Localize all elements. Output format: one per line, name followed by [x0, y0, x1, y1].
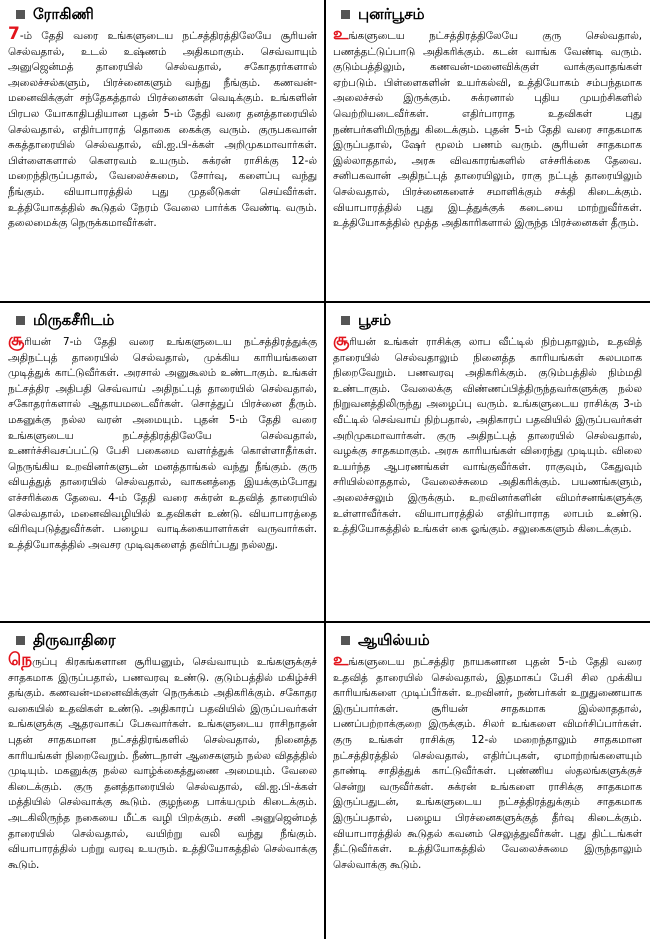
section-ayilyam	[325, 626, 650, 939]
square-bullet-icon	[16, 636, 25, 645]
section-punarpoosam	[325, 0, 650, 298]
section-text: ருப்பு கிரகங்களான சூரியனும், செவ்வாயும் உங்களுக்குச் சாதகமாக இருப்பதால், பணவரவு உண்டு. குடும்பத்தில் மகிழ்ச்சி தங்கும். கணவன்-மனைவிக்குள் நெருக்கம் அதிகரிக்கும். சகோதர வகையில் உதவிகள் உண்டு. அதிகாரப் பதவியில் இருப்பவர்கள் உங்களுக்கு ஆதரவாகப் பேசுவார்கள். உங்களுடைய ராசிநாதன் புதன் சாதகமான நட்சத்திரங்களில் செல்வதால், நினைத்த காரியங்கள் நிறைவேறும். நீண்டநாள் ஆசைகளும் நல்ல விதத்தில் முடியும். மகனுக்கு நல்ல வாழ்க்கைத்துணை அமையும். வேலை கிடைக்கும். குரு தனத்தாரையில் செல்வதால், வி.ஐ.பி-க்கள் மத்தியில் செல்வாக்கு கூடும். குழந்தை பாக்யமும் கிடைக்கும். அடகிலிருந்த நகையை மீட்க வழி பிறக்கும். சனி அனுஜென்மத் தாரையில் செல்வதால், வயிற்று வலி வந்து நீங்கும். வியாபாரத்தில் பற்று வரவு உயரும். உத்தியோகத்தில் செல்வாக்கு கூடும்.	[8, 656, 317, 871]
section-title: பூசம்	[358, 311, 392, 329]
section-body	[8, 650, 317, 873]
section-title: புனர்பூசம்	[358, 5, 425, 23]
column-divider	[324, 0, 326, 939]
section-header	[333, 629, 642, 651]
section-title: மிருகசீரிடம்	[33, 311, 115, 329]
drop-cap: சூ	[8, 330, 25, 350]
square-bullet-icon	[16, 316, 25, 325]
section-header	[8, 629, 317, 651]
right-column	[325, 0, 650, 939]
section-header	[8, 3, 317, 25]
drop-cap: உ	[333, 24, 349, 44]
section-title: திருவாதிரை	[33, 631, 116, 649]
section-body	[333, 650, 642, 873]
section-body	[8, 330, 317, 553]
drop-cap: நெ	[8, 650, 33, 670]
section-text: ரியன் 7-ம் தேதி வரை உங்களுடைய நட்சத்திரத்துக்கு அதிநட்புத் தாரையில் செல்வதால், முக்கிய காரியங்களை முடித்துக் காட்டுவீர்கள். அரசால் அனுகூலம் உண்டாகும். உங்கள் நட்சத்திர அதிபதி செவ்வாய் அதிநட்புத் தாரையில் செல்வதால், சகோதரர்களால் ஆதாயமடைவீர்கள். சொத்துப் பிரச்னை தீரும். மகனுக்கு நல்ல வரன் அமையும். புதன் 5-ம் தேதி வரை உங்களுடைய நட்சத்திரத்திலேயே செல்வதால், உணர்ச்சிவசப்பட்டு பேசி பகைமை வளர்த்துக் கொள்ளாதீர்கள். நெருங்கிய உறவினர்களுடன் மனத்தாங்கல் வந்து நீங்கும். குரு வியத்துத் தாரையில் செல்வதால், வாகனத்தை இயக்கும்போது எச்சரிக்கை தேவை. 4-ம் தேதி வரை சுக்ரன் உதவித் தாரையில் செல்வதால், மனைவிவழியில் உதவிகள் உண்டு. வியாபாரத்தை விரிவுபடுத்துவீர்கள். பழைய வாடிக்கையாளர்கள் வருவார்கள். உத்தியோகத்தில் அவசர முடிவுகளைத் தவிர்ப்பது நல்லது.	[8, 336, 317, 551]
section-text: ங்களுடைய நட்சத்திர நாயகனான புதன் 5-ம் தேதி வரை உதவித் தாரையில் செல்வதால், இதமாகப் பேசி சில முக்கிய காரியங்களை முடிப்பீர்கள். உறவினர், நண்பர்கள் உறுதுணையாக இருப்பார்கள். சூரியன் சாதகமாக இல்லாததால், பணப்பற்றாக்குறை இருக்கும். சிலர் உங்களை விமர்சிப்பார்கள். குரு உங்கள் ராசிக்கு 12-ல் மறைந்தாலும் சாதகமான நட்சத்திரத்தில் செல்வதால், எதிர்ப்புகள், ஏமாற்றங்களையும் தாண்டி சாதித்துக் காட்டுவீர்கள். புண்ணிய ஸ்தலங்களுக்குச் சென்று வருவீர்கள். சுக்ரன் உங்களை ராசிக்கு சாதகமாக இருப்பதுடன், உங்களுடைய நட்சத்திரத்துக்கும் சாதகமாக இருப்பதால், பழைய பிரச்னைகளுக்குத் தீர்வு கிடைக்கும். வியாபாரத்தில் கூடுதல் கவனம் செலுத்துவீர்கள். புது திட்டங்கள் தீட்டுவீர்கள். உத்தியோகத்தில் வேலைச்சுமை இருந்தாலும் செல்வாக்கு கூடும்.	[333, 656, 642, 871]
drop-cap: 7	[8, 24, 20, 44]
section-title: ரோகிணி	[33, 5, 94, 23]
section-text: ங்களுடைய நட்சத்திரத்திலேயே குரு செல்வதால், பணத்தட்டுப்பாடு அதிகரிக்கும். கடன் வாங்க வேண்டி வரும். குடும்பத்திலும், கணவன்-மனைவிக்குள் வாக்குவாதங்கள் ஏற்படும். பிள்ளைகளின் உயர்கல்வி, உத்தியோகம் சம்பந்தமாக அலைச்சல் இருக்கும். சுக்ரனால் புதிய முயற்சிகளில் வெற்றியடைவீர்கள். எதிர்பாராத உதவிகள் புது நண்பர்களிமிருந்து கிடைக்கும். புதன் 5-ம் தேதி வரை சாதகமாக இருப்பதால், ஷேர் மூலம் பணம் வரும். சூரியன் சாதகமாக இல்லாததால், அரசு விவகாரங்களில் எச்சரிக்கை தேவை. சனிபகவான் அதிநட்புத் தாரையிலும், ராகு நட்புத் தாரையிலும் செல்வதால், பிரச்னைகளைச் சமாளிக்கும் சக்தி கிடைக்கும். வியாபாரத்தில் புது இடத்துக்குக் கடையை மாற்றுவீர்கள். உத்தியோகத்தில் மூத்த அதிகாரிகளால் இருந்த பிரச்னைகள் தீரும்.	[333, 30, 642, 230]
section-header	[333, 3, 642, 25]
drop-cap: உ	[333, 650, 349, 670]
row-divider	[0, 621, 650, 623]
section-thiruvathirai	[0, 626, 325, 939]
section-header	[8, 309, 317, 331]
section-text: ரியன் உங்கள் ராசிக்கு லாப வீட்டில் நிற்பதாலும், உதவித் தாரையில் செல்வதாலும் நினைத்த காரியங்கள் சுலபமாக நிறைவேறும். பணவரவு அதிகரிக்கும். குடும்பத்தில் நிம்மதி உண்டாகும். வேலைக்கு விண்ணப்பித்திருந்தவர்களுக்கு நல்ல நிறுவனத்திலிருந்து அழைப்பு வரும். உங்களுடைய ராசிக்கு 3-ம் வீட்டில் செவ்வாய் நிற்பதால், அதிகாரப் பதவியில் இருப்பவர்கள் அறிமுகமாவார்கள். குரு அதிநட்புத் தாரையில் செல்வதால், வழக்கு சாதகமாகும். அரசு காரியங்கள் விரைந்து முடியும். விலை உயர்ந்த ஆபரணங்கள் வாங்குவீர்கள். ராகுவும், கேதுவும் சரியில்லாததால், வேலைச்சுமை அதிகரிக்கும். பயணங்களும், அலைச்சலும் இருக்கும். உறவினர்களின் விமர்சனங்களுக்கு உள்ளாவீர்கள். வியாபாரத்தில் எதிர்பாராத லாபம் உண்டு. உத்தியோகத்தில் உங்கள் கை ஓங்கும். சலுகைகளும் கிடைக்கும்.	[333, 336, 642, 536]
section-header	[333, 309, 642, 331]
square-bullet-icon	[341, 10, 350, 19]
section-poosam	[325, 306, 650, 618]
section-mirugaseeridam	[0, 306, 325, 618]
section-body	[333, 330, 642, 538]
square-bullet-icon	[341, 636, 350, 645]
row-divider	[0, 301, 650, 303]
section-title: ஆயில்யம்	[358, 631, 430, 649]
section-rohini	[0, 0, 325, 298]
section-body	[8, 24, 317, 232]
square-bullet-icon	[16, 10, 25, 19]
section-body	[333, 24, 642, 232]
square-bullet-icon	[341, 316, 350, 325]
section-text: -ம் தேதி வரை உங்களுடைய நட்சத்திரத்திலேயே சூரியன் செல்வதால், உடல் உஷ்ணம் அதிகமாகும். செவ்வாயும் அனுஜென்மத் தாரையில் செல்வதால், சகோதரர்களால் அலைச்சல்களும், பிரச்னைகளும் வந்து நீங்கும். கணவன்-மனைவிக்குள் சந்தேகத்தால் பிரச்னைகள் வெடிக்கும். உங்களின் பிரபல யோகாதிபதியான புதன் 5-ம் தேதி வரை தனத்தாரையில் செல்வதால், எதிர்பாராத் தொகை கைக்கு வரும். குருபகவான் சுகத்தாரையில் செல்வதால், வி.ஐ.பி-க்கள் அறிமுகமாவார்கள். பிள்ளைகளால் கௌரவம் உயரும். சுக்ரன் ராசிக்கு 12-ல் மறைந்திருப்பதால், வேலைச்சுமை, சோர்வு, களைப்பு வந்து நீங்கும். வியாபாரத்தில் புது முதலீடுகள் செய்வீர்கள். உத்தியோகத்தில் கூடுதல் நேரம் வேலை பார்க்க வேண்டி வரும். தலைமைக்கு நெருக்கமாவீர்கள்.	[8, 30, 317, 230]
drop-cap: சூ	[333, 330, 350, 350]
